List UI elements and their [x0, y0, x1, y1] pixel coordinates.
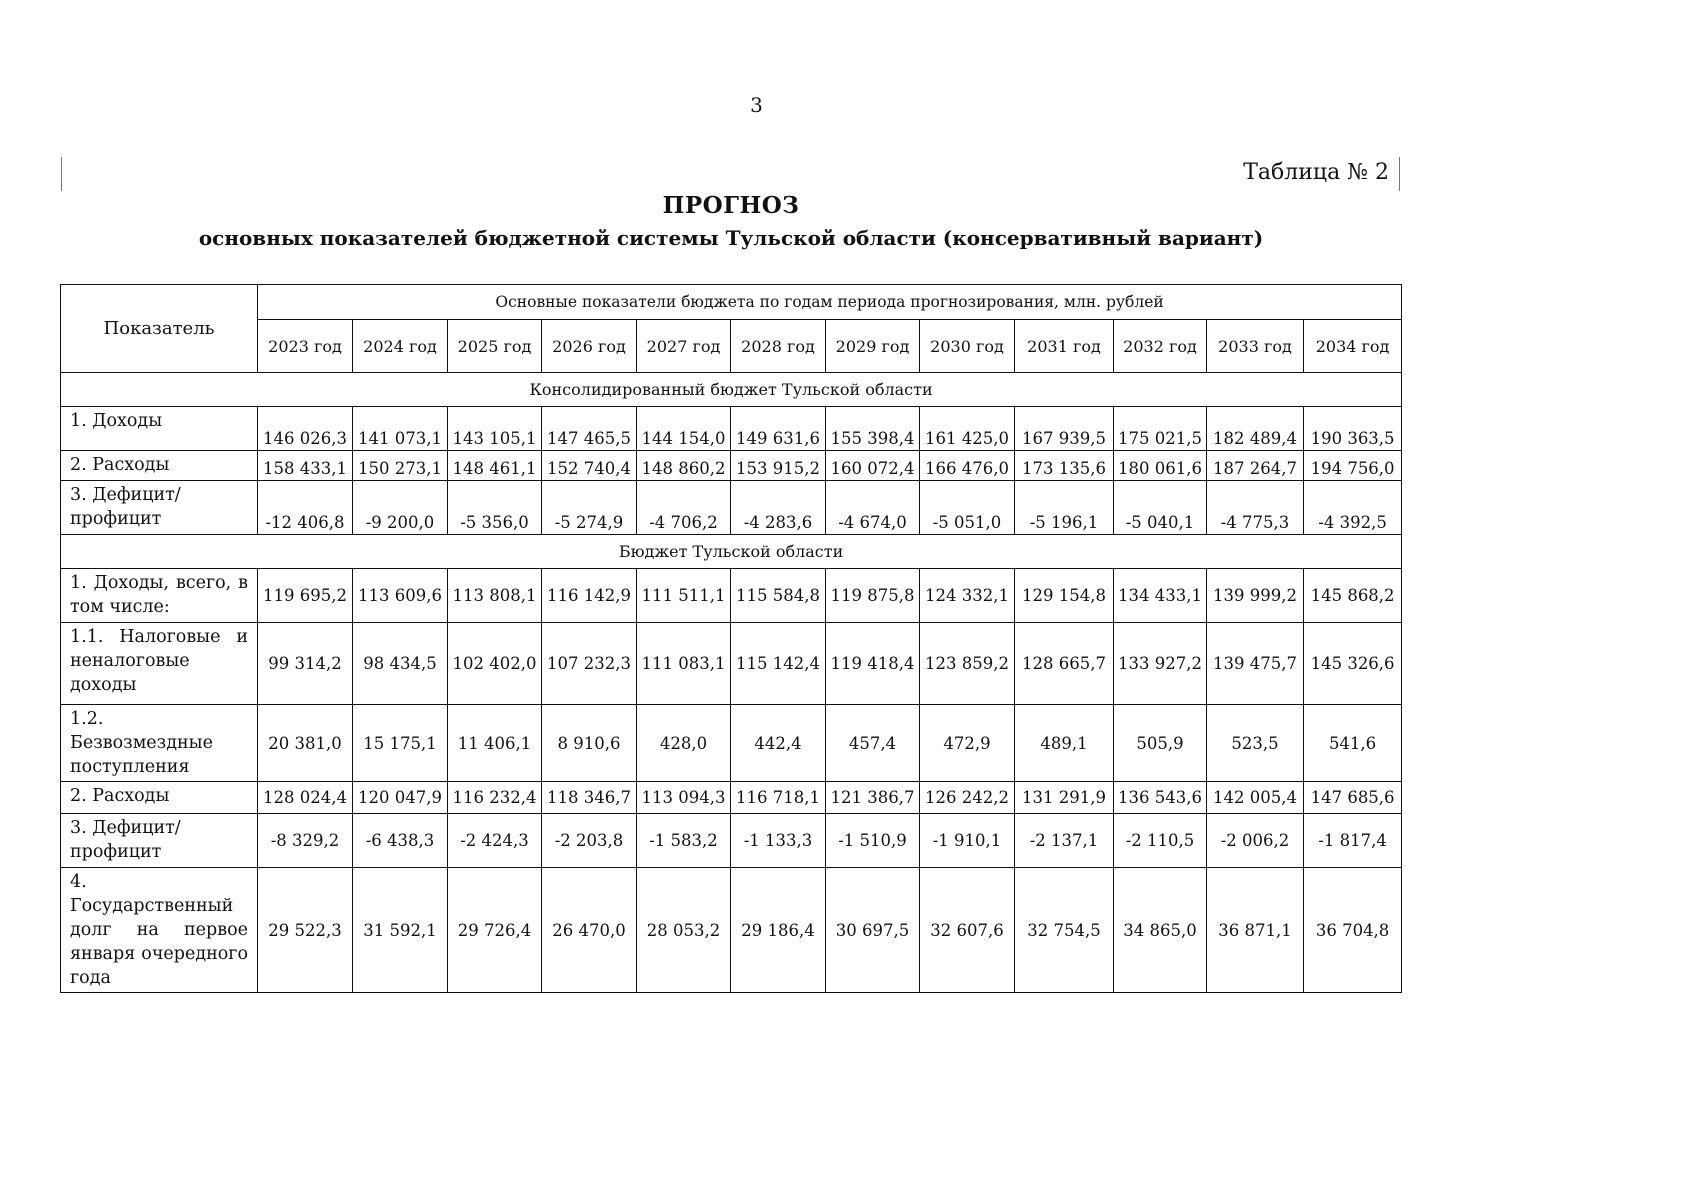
value-cell: 32 607,6	[920, 868, 1015, 993]
value-cell: -5 356,0	[448, 481, 542, 535]
section-title: Консолидированный бюджет Тульской области	[61, 373, 1402, 407]
year-header: 2029 год	[826, 320, 920, 373]
document-subtitle: основных показателей бюджетной системы Тульской области (консервативный вариант)	[198, 226, 1264, 250]
value-cell: 541,6	[1304, 705, 1402, 782]
value-cell: 457,4	[826, 705, 920, 782]
value-cell: 149 631,6	[731, 407, 826, 451]
value-cell: 148 860,2	[637, 451, 731, 481]
value-cell: -2 424,3	[448, 814, 542, 868]
row-label: 3. Дефицит/ профицит	[61, 481, 258, 535]
value-cell: 29 726,4	[448, 868, 542, 993]
value-cell: 118 346,7	[542, 782, 637, 814]
value-cell: 111 083,1	[637, 623, 731, 705]
value-cell: 15 175,1	[353, 705, 448, 782]
value-cell: 505,9	[1114, 705, 1207, 782]
table-row	[61, 705, 1402, 782]
indicator-header: Показатель	[61, 285, 258, 373]
value-cell: 107 232,3	[542, 623, 637, 705]
year-header: 2033 год	[1207, 320, 1304, 373]
value-cell: 119 695,2	[258, 569, 353, 623]
year-header: 2026 год	[542, 320, 637, 373]
value-cell: 489,1	[1015, 705, 1114, 782]
value-cell: 134 433,1	[1114, 569, 1207, 623]
value-cell: 147 685,6	[1304, 782, 1402, 814]
year-header: 2027 год	[637, 320, 731, 373]
value-cell: -4 706,2	[637, 481, 731, 535]
row-label: 3. Дефицит/ профицит	[61, 814, 258, 868]
row-label: 2. Расходы	[61, 782, 258, 814]
value-cell: -1 583,2	[637, 814, 731, 868]
value-cell: 131 291,9	[1015, 782, 1114, 814]
value-cell: 187 264,7	[1207, 451, 1304, 481]
row-label: 1. Доходы, всего, в том числе:	[61, 569, 258, 623]
value-cell: -5 040,1	[1114, 481, 1207, 535]
value-cell: 29 522,3	[258, 868, 353, 993]
value-cell: 116 232,4	[448, 782, 542, 814]
value-cell: 194 756,0	[1304, 451, 1402, 481]
value-cell: -4 392,5	[1304, 481, 1402, 535]
value-cell: 158 433,1	[258, 451, 353, 481]
year-header: 2031 год	[1015, 320, 1114, 373]
value-cell: 113 808,1	[448, 569, 542, 623]
value-cell: 182 489,4	[1207, 407, 1304, 451]
value-cell: 144 154,0	[637, 407, 731, 451]
table-row	[61, 868, 1402, 993]
year-header: 2024 год	[353, 320, 448, 373]
value-cell: 30 697,5	[826, 868, 920, 993]
value-cell: -1 817,4	[1304, 814, 1402, 868]
table-row	[61, 623, 1402, 705]
year-header: 2025 год	[448, 320, 542, 373]
value-cell: 28 053,2	[637, 868, 731, 993]
value-cell: 141 073,1	[353, 407, 448, 451]
value-cell: 29 186,4	[731, 868, 826, 993]
left-margin-mark	[61, 157, 62, 191]
row-label: 1. Доходы	[61, 407, 258, 451]
value-cell: 523,5	[1207, 705, 1304, 782]
period-group-header: Основные показатели бюджета по годам периода прогнозирования, млн. рублей	[258, 285, 1402, 320]
value-cell: 26 470,0	[542, 868, 637, 993]
document-title: ПРОГНОЗ	[662, 192, 800, 219]
value-cell: -6 438,3	[353, 814, 448, 868]
value-cell: 175 021,5	[1114, 407, 1207, 451]
value-cell: 150 273,1	[353, 451, 448, 481]
value-cell: 11 406,1	[448, 705, 542, 782]
value-cell: -1 910,1	[920, 814, 1015, 868]
value-cell: -2 006,2	[1207, 814, 1304, 868]
value-cell: 98 434,5	[353, 623, 448, 705]
value-cell: 128 665,7	[1015, 623, 1114, 705]
value-cell: 32 754,5	[1015, 868, 1114, 993]
value-cell: -5 051,0	[920, 481, 1015, 535]
value-cell: -9 200,0	[353, 481, 448, 535]
year-header: 2034 год	[1304, 320, 1402, 373]
value-cell: 119 875,8	[826, 569, 920, 623]
right-margin-mark	[1399, 157, 1400, 191]
year-header: 2032 год	[1114, 320, 1207, 373]
value-cell: 142 005,4	[1207, 782, 1304, 814]
year-header: 2023 год	[258, 320, 353, 373]
budget-forecast-table	[60, 284, 1402, 993]
table-label: Таблица № 2	[1243, 160, 1389, 185]
table-row	[61, 782, 1402, 814]
table-row	[61, 451, 1402, 481]
value-cell: 167 939,5	[1015, 407, 1114, 451]
value-cell: 36 704,8	[1304, 868, 1402, 993]
value-cell: 155 398,4	[826, 407, 920, 451]
value-cell: 115 142,4	[731, 623, 826, 705]
value-cell: -1 510,9	[826, 814, 920, 868]
value-cell: 152 740,4	[542, 451, 637, 481]
value-cell: 139 475,7	[1207, 623, 1304, 705]
row-label: 2. Расходы	[61, 451, 258, 481]
value-cell: 111 511,1	[637, 569, 731, 623]
value-cell: 128 024,4	[258, 782, 353, 814]
value-cell: 180 061,6	[1114, 451, 1207, 481]
value-cell: 133 927,2	[1114, 623, 1207, 705]
value-cell: 116 718,1	[731, 782, 826, 814]
value-cell: -5 274,9	[542, 481, 637, 535]
value-cell: -8 329,2	[258, 814, 353, 868]
value-cell: 143 105,1	[448, 407, 542, 451]
value-cell: -2 203,8	[542, 814, 637, 868]
value-cell: -5 196,1	[1015, 481, 1114, 535]
row-label: 4. Государственный долг на первое января очередного года	[61, 868, 258, 993]
value-cell: 121 386,7	[826, 782, 920, 814]
value-cell: -2 110,5	[1114, 814, 1207, 868]
value-cell: 190 363,5	[1304, 407, 1402, 451]
section-title: Бюджет Тульской области	[61, 535, 1402, 569]
value-cell: 147 465,5	[542, 407, 637, 451]
value-cell: 145 326,6	[1304, 623, 1402, 705]
value-cell: 145 868,2	[1304, 569, 1402, 623]
table-row	[61, 481, 1402, 535]
value-cell: 113 609,6	[353, 569, 448, 623]
table-row	[61, 814, 1402, 868]
value-cell: 161 425,0	[920, 407, 1015, 451]
table-row	[61, 569, 1402, 623]
value-cell: 31 592,1	[353, 868, 448, 993]
value-cell: 139 999,2	[1207, 569, 1304, 623]
value-cell: 99 314,2	[258, 623, 353, 705]
year-header: 2028 год	[731, 320, 826, 373]
value-cell: 123 859,2	[920, 623, 1015, 705]
row-label: 1.1. Налоговые и неналоговые доходы	[61, 623, 258, 705]
value-cell: 160 072,4	[826, 451, 920, 481]
value-cell: 146 026,3	[258, 407, 353, 451]
value-cell: 136 543,6	[1114, 782, 1207, 814]
year-header: 2030 год	[920, 320, 1015, 373]
value-cell: 20 381,0	[258, 705, 353, 782]
page-number: 3	[750, 93, 763, 117]
value-cell: 113 094,3	[637, 782, 731, 814]
value-cell: 36 871,1	[1207, 868, 1304, 993]
value-cell: 129 154,8	[1015, 569, 1114, 623]
value-cell: -2 137,1	[1015, 814, 1114, 868]
value-cell: 8 910,6	[542, 705, 637, 782]
value-cell: 116 142,9	[542, 569, 637, 623]
value-cell: 119 418,4	[826, 623, 920, 705]
value-cell: 34 865,0	[1114, 868, 1207, 993]
value-cell: 115 584,8	[731, 569, 826, 623]
value-cell: 120 047,9	[353, 782, 448, 814]
value-cell: 126 242,2	[920, 782, 1015, 814]
value-cell: -4 674,0	[826, 481, 920, 535]
value-cell: 428,0	[637, 705, 731, 782]
value-cell: 472,9	[920, 705, 1015, 782]
value-cell: 102 402,0	[448, 623, 542, 705]
value-cell: 173 135,6	[1015, 451, 1114, 481]
row-label: 1.2. Безвозмездные поступления	[61, 705, 258, 782]
table-row	[61, 407, 1402, 451]
value-cell: 148 461,1	[448, 451, 542, 481]
value-cell: -4 775,3	[1207, 481, 1304, 535]
value-cell: 124 332,1	[920, 569, 1015, 623]
value-cell: -4 283,6	[731, 481, 826, 535]
value-cell: 153 915,2	[731, 451, 826, 481]
value-cell: -1 133,3	[731, 814, 826, 868]
value-cell: 166 476,0	[920, 451, 1015, 481]
value-cell: -12 406,8	[258, 481, 353, 535]
value-cell: 442,4	[731, 705, 826, 782]
